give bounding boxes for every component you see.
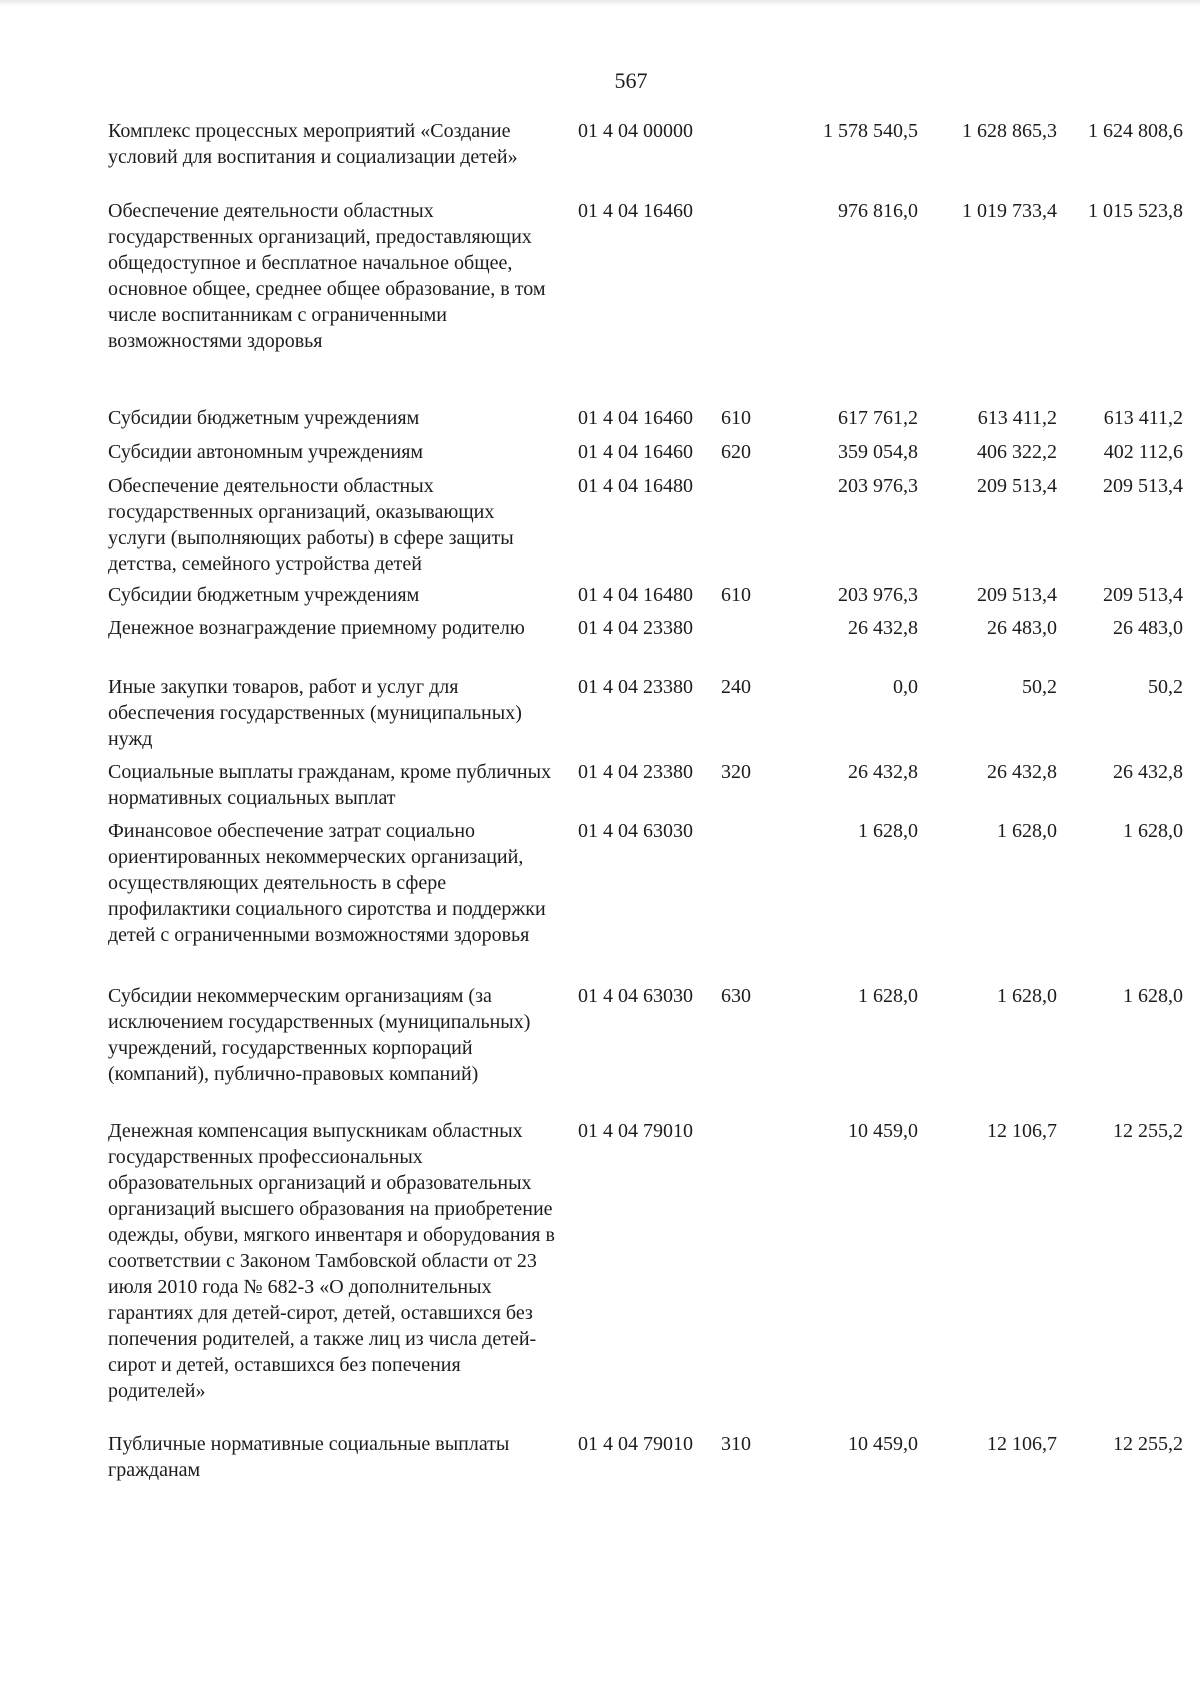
row-value-3: 50,2 [1148,676,1183,698]
row-value-3: 402 112,6 [1103,441,1183,463]
row-value-1: 203 976,3 [838,584,918,606]
row-value-1: 26 432,8 [848,761,918,783]
row-value-2: 209 513,4 [977,584,1057,606]
row-value-3: 26 483,0 [1113,617,1183,639]
row-code: 01 4 04 63030 [578,985,693,1007]
table-row [108,674,1183,752]
row-value-2: 12 106,7 [987,1433,1057,1455]
row-value-2: 406 322,2 [977,441,1057,463]
row-value-1: 976 816,0 [838,200,918,222]
scan-edge [0,0,1200,6]
row-description: Публичные нормативные социальные выплаты гражданам [108,1433,510,1481]
row-value-2: 1 628 865,3 [962,120,1057,142]
row-value-3: 613 411,2 [1103,407,1183,429]
row-code: 01 4 04 00000 [578,120,693,142]
row-description: Субсидии некоммерческим организациям (за исключением государственных (муниципальных) учреждений, государственных корпораций (компаний), публично-правовых компаний) [108,985,531,1085]
row-expense-type: 620 [721,441,751,463]
table-row [108,439,1183,465]
row-code: 01 4 04 79010 [578,1433,693,1455]
row-description: Социальные выплаты гражданам, кроме публичных нормативных социальных выплат [108,761,552,809]
row-value-3: 209 513,4 [1103,475,1183,497]
row-code: 01 4 04 79010 [578,1120,693,1142]
row-value-1: 10 459,0 [848,1433,918,1455]
row-value-3: 209 513,4 [1103,584,1183,606]
table-row [108,198,1183,354]
row-code: 01 4 04 16460 [578,441,693,463]
table-row [108,759,1183,811]
row-code: 01 4 04 16460 [578,407,693,429]
row-value-3: 12 255,2 [1113,1433,1183,1455]
row-value-1: 359 054,8 [838,441,918,463]
row-value-3: 1 624 808,6 [1088,120,1183,142]
row-expense-type: 240 [721,676,751,698]
row-value-2: 12 106,7 [987,1120,1057,1142]
table-row [108,983,1183,1087]
row-value-3: 26 432,8 [1113,761,1183,783]
row-value-3: 1 015 523,8 [1088,200,1183,222]
row-expense-type: 310 [721,1433,751,1455]
row-description: Денежная компенсация выпускникам областных государственных профессиональных образовательных организаций и образовательных организаций высшего образования на приобретение одежды, обуви, мягкого инвентаря и оборудования в соответствии с Законом Тамбовской области от 23 июля 2010 года № 682-З «О дополнительных гарантиях для детей-сирот, детей, оставшихся без попечения родителей, а также лиц из числа детей-сирот и детей, оставшихся без попечения родителей» [108,1120,555,1402]
row-description: Денежное вознаграждение приемному родителю [108,617,525,639]
row-value-1: 26 432,8 [848,617,918,639]
table-row [108,582,1183,608]
row-description: Иные закупки товаров, работ и услуг для обеспечения государственных (муниципальных) нужд [108,676,522,750]
row-code: 01 4 04 23380 [578,617,693,639]
row-code: 01 4 04 16480 [578,584,693,606]
row-description: Финансовое обеспечение затрат социально ориентированных некоммерческих организаций, осуществляющих деятельность в сфере профилактики социального сиротства и поддержки детей с ограниченными возможностями здоровья [108,820,546,946]
row-value-2: 1 628,0 [997,985,1057,1007]
row-value-1: 0,0 [893,676,918,698]
row-code: 01 4 04 23380 [578,761,693,783]
row-value-1: 617 761,2 [838,407,918,429]
row-code: 01 4 04 63030 [578,820,693,842]
row-description: Обеспечение деятельности областных государственных организаций, предоставляющих общедоступное и бесплатное начальное общее, основное общее, среднее общее образование, в том числе воспитанникам с ограниченными возможностями здоровья [108,200,546,352]
row-value-1: 203 976,3 [838,475,918,497]
row-value-2: 26 432,8 [987,761,1057,783]
row-expense-type: 610 [721,584,751,606]
row-value-2: 50,2 [1022,676,1057,698]
table-row [108,118,1183,170]
row-value-3: 12 255,2 [1113,1120,1183,1142]
row-description: Комплекс процессных мероприятий «Создание условий для воспитания и социализации детей» [108,120,518,168]
row-value-2: 209 513,4 [977,475,1057,497]
row-value-1: 1 628,0 [858,820,918,842]
row-value-1: 1 578 540,5 [823,120,918,142]
page-number: 567 [614,68,648,93]
row-value-3: 1 628,0 [1123,820,1183,842]
table-row [108,1431,1183,1483]
row-value-2: 1 628,0 [997,820,1057,842]
row-code: 01 4 04 23380 [578,676,693,698]
row-value-3: 1 628,0 [1123,985,1183,1007]
table-row [108,615,1183,641]
row-value-2: 613 411,2 [977,407,1057,429]
table-row [108,405,1183,431]
row-value-1: 10 459,0 [848,1120,918,1142]
row-expense-type: 630 [721,985,751,1007]
row-description: Субсидии бюджетным учреждениям [108,407,420,429]
row-expense-type: 320 [721,761,751,783]
row-value-1: 1 628,0 [858,985,918,1007]
row-description: Обеспечение деятельности областных государственных организаций, оказывающих услуги (выполняющих работы) в сфере защиты детства, семейного устройства детей [108,475,514,575]
row-description: Субсидии бюджетным учреждениям [108,584,420,606]
table-row [108,818,1183,948]
row-expense-type: 610 [721,407,751,429]
table-row [108,1118,1183,1404]
row-code: 01 4 04 16480 [578,475,693,497]
row-value-2: 1 019 733,4 [962,200,1057,222]
row-code: 01 4 04 16460 [578,200,693,222]
row-value-2: 26 483,0 [987,617,1057,639]
row-description: Субсидии автономным учреждениям [108,441,424,463]
table-row [108,473,1183,577]
